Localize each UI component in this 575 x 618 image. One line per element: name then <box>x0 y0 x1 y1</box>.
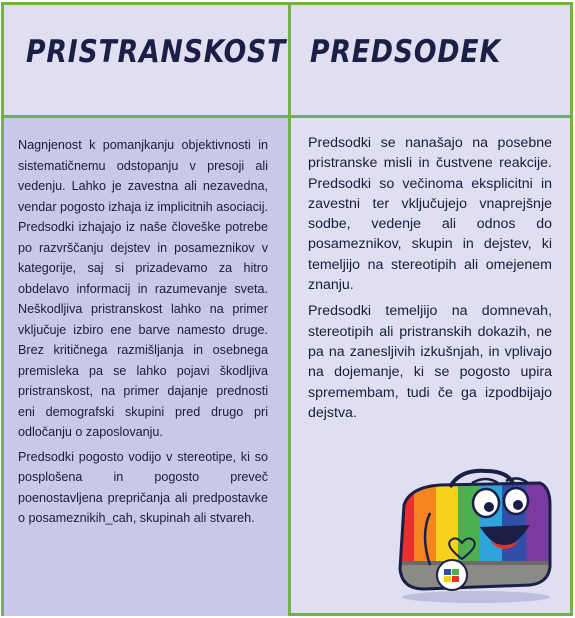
predsodek-definition <box>308 133 552 423</box>
predsodek-paragraph-2: Predsodki temeljijo na domnevah, stereotipih ali pristranskih dokazih, ne pa na zanesljivih izkušnjah, in vplivajo na dojemanje, ki se pogosto upira spremembam, tudi če ga izpodbijajo dejstva. <box>308 303 552 421</box>
predsodek-paragraph-1: Predsodki se nanašajo na posebne pristranske misli in čustvene reakcije. Predsodki so večinoma eksplicitni in zavestni ter vključujejo vnaprejšnje sodbe, vedenje ali odnos do posameznikov, skupin in dejstev, ki temeljijo na stereotipih ali omejenem znanju. <box>308 135 552 294</box>
column-divider <box>288 5 291 613</box>
pristranskost-definition <box>18 135 268 529</box>
heading-predsodek: PREDSODEK <box>310 34 502 70</box>
heading-pristranskost: PRISTRANSKOST <box>26 34 287 70</box>
rainbow-bag-mascot-icon <box>390 465 558 605</box>
header-divider <box>4 115 570 118</box>
pristranskost-paragraph-2: Predsodki pogosto vodijo v stereotipe, ki so posplošena in pogosto preveč poenostavljena prepričanja ali predpostavke o posameznikih_cah, skupinah ali stvareh. <box>18 449 268 525</box>
pristranskost-paragraph-1: Nagnjenost k pomanjkanju objektivnosti in sistematičnemu odstopanju v presoji ali vedenju. Lahko je zavestna ali nezavedna, vendar pogosto izhaja iz implicitnih asociacij. Predsodki izhajajo iz naše človeške potrebe po razvrščanju dejstev in posameznikov v kategorije, saj si prizadevamo za hitro obdelavo informacij in razumevanje sveta. Neškodljiva pristranskost lahko na primer vključuje izbiro ene barve namesto druge. Brez kritičnega razmišljanja in osebnega premisleka pa se lahko pojavi škodljiva pristranskost, na primer dajanje prednosti eni demografski skupini pred drugo pri odločanju o zaposlovanju. <box>18 138 268 439</box>
